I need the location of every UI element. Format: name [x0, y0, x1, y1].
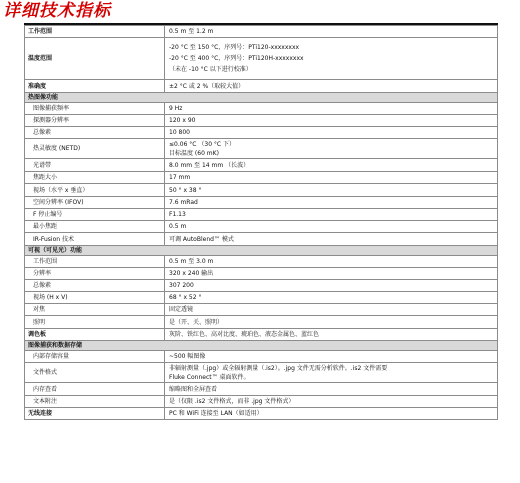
- spec-value: [165, 209, 498, 221]
- spec-value: [165, 38, 498, 80]
- table-row: [25, 209, 498, 221]
- table-row: [25, 184, 498, 197]
- spec-value-line: 320 x 240 输出: [169, 270, 214, 277]
- table-row: [25, 329, 498, 341]
- spec-value-line: ±2 °C 或 2 %（取较大值）: [169, 82, 245, 90]
- spec-value-line: PC 和 WiFi 连接至 LAN（如适用）: [169, 410, 263, 417]
- section-title: 图像捕获和数据存储: [25, 341, 498, 351]
- table-row: [25, 172, 498, 184]
- spec-label: 工作范围: [25, 26, 165, 38]
- table-row: [25, 280, 498, 292]
- table-row: [25, 233, 498, 246]
- spec-label: 视场 (H x V): [25, 292, 165, 304]
- spec-label: 光谱带: [25, 159, 165, 172]
- spec-label: IR-Fusion 技术: [25, 233, 165, 246]
- spec-value: [165, 280, 498, 292]
- spec-value-line: 是（开、关、照明）: [169, 318, 224, 326]
- table-row: [25, 304, 498, 316]
- spec-value-line: ≤0.06 °C （30 °C 下）: [169, 140, 236, 148]
- table-row: [25, 383, 498, 396]
- spec-value-line: Fluke Connect™ 桌面软件。: [169, 373, 250, 381]
- spec-value: [165, 197, 498, 209]
- table-row: [25, 316, 498, 329]
- table-row: [25, 159, 498, 172]
- section-header-row: [25, 246, 498, 256]
- table-row: [25, 197, 498, 209]
- spec-label: 工作范围: [25, 256, 165, 268]
- spec-label: 热灵敏度 (NETD): [25, 139, 165, 159]
- spec-label: 准确度: [25, 80, 165, 93]
- table-row: [25, 292, 498, 304]
- table-row: [25, 268, 498, 280]
- spec-label: F 停止编号: [25, 209, 165, 221]
- spec-value: [165, 103, 498, 115]
- spec-value-line: 17 mm: [169, 174, 191, 181]
- spec-value: [165, 256, 498, 268]
- page-title: 详细技术指标: [3, 1, 111, 21]
- spec-value-line: 非辐射测量（.jpg）或全辐射测量（.is2）。.jpg 文件无需分析软件。.is2 文件需要: [169, 364, 388, 372]
- spec-value: [165, 221, 498, 233]
- table-row: [25, 408, 498, 420]
- spec-value-line: 10 800: [169, 129, 190, 136]
- spec-value: [165, 184, 498, 197]
- spec-label: 总像素: [25, 127, 165, 139]
- spec-value-line: ~500 幅图像: [169, 353, 206, 360]
- spec-value-line: 0.5 m 至 3.0 m: [169, 258, 214, 265]
- spec-value-line: 9 Hz: [169, 105, 183, 112]
- spec-value-line: F1.13: [169, 211, 186, 218]
- table-row: [25, 80, 498, 93]
- spec-value: [165, 268, 498, 280]
- spec-value-line: 可调 AutoBlend™ 模式: [169, 235, 234, 243]
- spec-table: [24, 25, 498, 420]
- spec-table-body: [25, 26, 498, 420]
- spec-value: [165, 383, 498, 396]
- table-row: [25, 127, 498, 139]
- spec-value-line: （未在 -10 °C 以下进行校准）: [169, 66, 252, 73]
- spec-value-line: 120 x 90: [169, 117, 196, 124]
- table-row: [25, 363, 498, 383]
- spec-label: 文件格式: [25, 363, 165, 383]
- section-title: 热图像功能: [25, 93, 498, 103]
- section-header-row: [25, 93, 498, 103]
- table-row: [25, 396, 498, 408]
- spec-label: 总像素: [25, 280, 165, 292]
- table-row: [25, 256, 498, 268]
- spec-value: [165, 316, 498, 329]
- spec-value-line: 是（仅限 .is2 文件格式，而非 .jpg 文件格式）: [169, 398, 295, 405]
- table-row: [25, 38, 498, 80]
- spec-label: 最小焦距: [25, 221, 165, 233]
- spec-label: 探测器分辨率: [25, 115, 165, 127]
- table-row: [25, 103, 498, 115]
- spec-value: [165, 26, 498, 38]
- spec-label: 无线连接: [25, 408, 165, 420]
- table-row: [25, 26, 498, 38]
- table-row: [25, 139, 498, 159]
- section-header-row: [25, 341, 498, 351]
- spec-label: 内存查看: [25, 383, 165, 396]
- table-row: [25, 351, 498, 363]
- spec-value: [165, 115, 498, 127]
- spec-value-line: 缩略图和全屏查看: [169, 385, 218, 393]
- spec-value-line: 0.5 m 至 1.2 m: [169, 28, 214, 35]
- spec-label: 内部存储容量: [25, 351, 165, 363]
- spec-value-line: 50 ° x 38 °: [169, 186, 202, 194]
- spec-value: [165, 159, 498, 172]
- spec-value-line: 0.5 m: [169, 223, 187, 230]
- spec-label: 分辨率: [25, 268, 165, 280]
- table-row: [25, 221, 498, 233]
- spec-value-line: 307 200: [169, 282, 194, 289]
- spec-label: 视场（水平 x 垂直）: [25, 184, 165, 197]
- spec-value: [165, 172, 498, 184]
- spec-value: [165, 408, 498, 420]
- spec-value-line: 8.0 mm 至 14 mm （长波）: [169, 161, 250, 169]
- spec-value-line: 68 ° x 52 °: [169, 294, 202, 301]
- spec-value-line: -20 °C 至 400 °C，序列号：PTi120H-xxxxxxxx: [169, 55, 304, 62]
- spec-label: 照明: [25, 316, 165, 329]
- spec-value: [165, 363, 498, 383]
- spec-value: [165, 396, 498, 408]
- spec-value-line: -20 °C 至 150 °C，序列号：PTi120-xxxxxxxx: [169, 44, 300, 51]
- spec-value-line: 灰阶、铁红色、高对比度、琥珀色、液态金属色、蓝红色: [169, 331, 320, 338]
- spec-value: [165, 351, 498, 363]
- section-title: 可视（可见光）功能: [25, 246, 498, 256]
- spec-value: [165, 233, 498, 246]
- spec-value: [165, 329, 498, 341]
- spec-label: 对焦: [25, 304, 165, 316]
- spec-label: 调色板: [25, 329, 165, 341]
- spec-value: [165, 80, 498, 93]
- spec-value: [165, 292, 498, 304]
- spec-value: [165, 304, 498, 316]
- spec-value-line: 7.6 mRad: [169, 199, 198, 206]
- spec-label: 温度范围: [25, 38, 165, 80]
- spec-value: [165, 139, 498, 159]
- spec-label: 空间分辨率 (IFOV): [25, 197, 165, 209]
- spec-label: 文本附注: [25, 396, 165, 408]
- spec-label: 焦距大小: [25, 172, 165, 184]
- table-row: [25, 115, 498, 127]
- spec-label: 图像捕获频率: [25, 103, 165, 115]
- spec-value: [165, 127, 498, 139]
- spec-value-line: 固定透镜: [169, 306, 194, 313]
- spec-value-line: 目标温度 (60 mK): [169, 149, 219, 157]
